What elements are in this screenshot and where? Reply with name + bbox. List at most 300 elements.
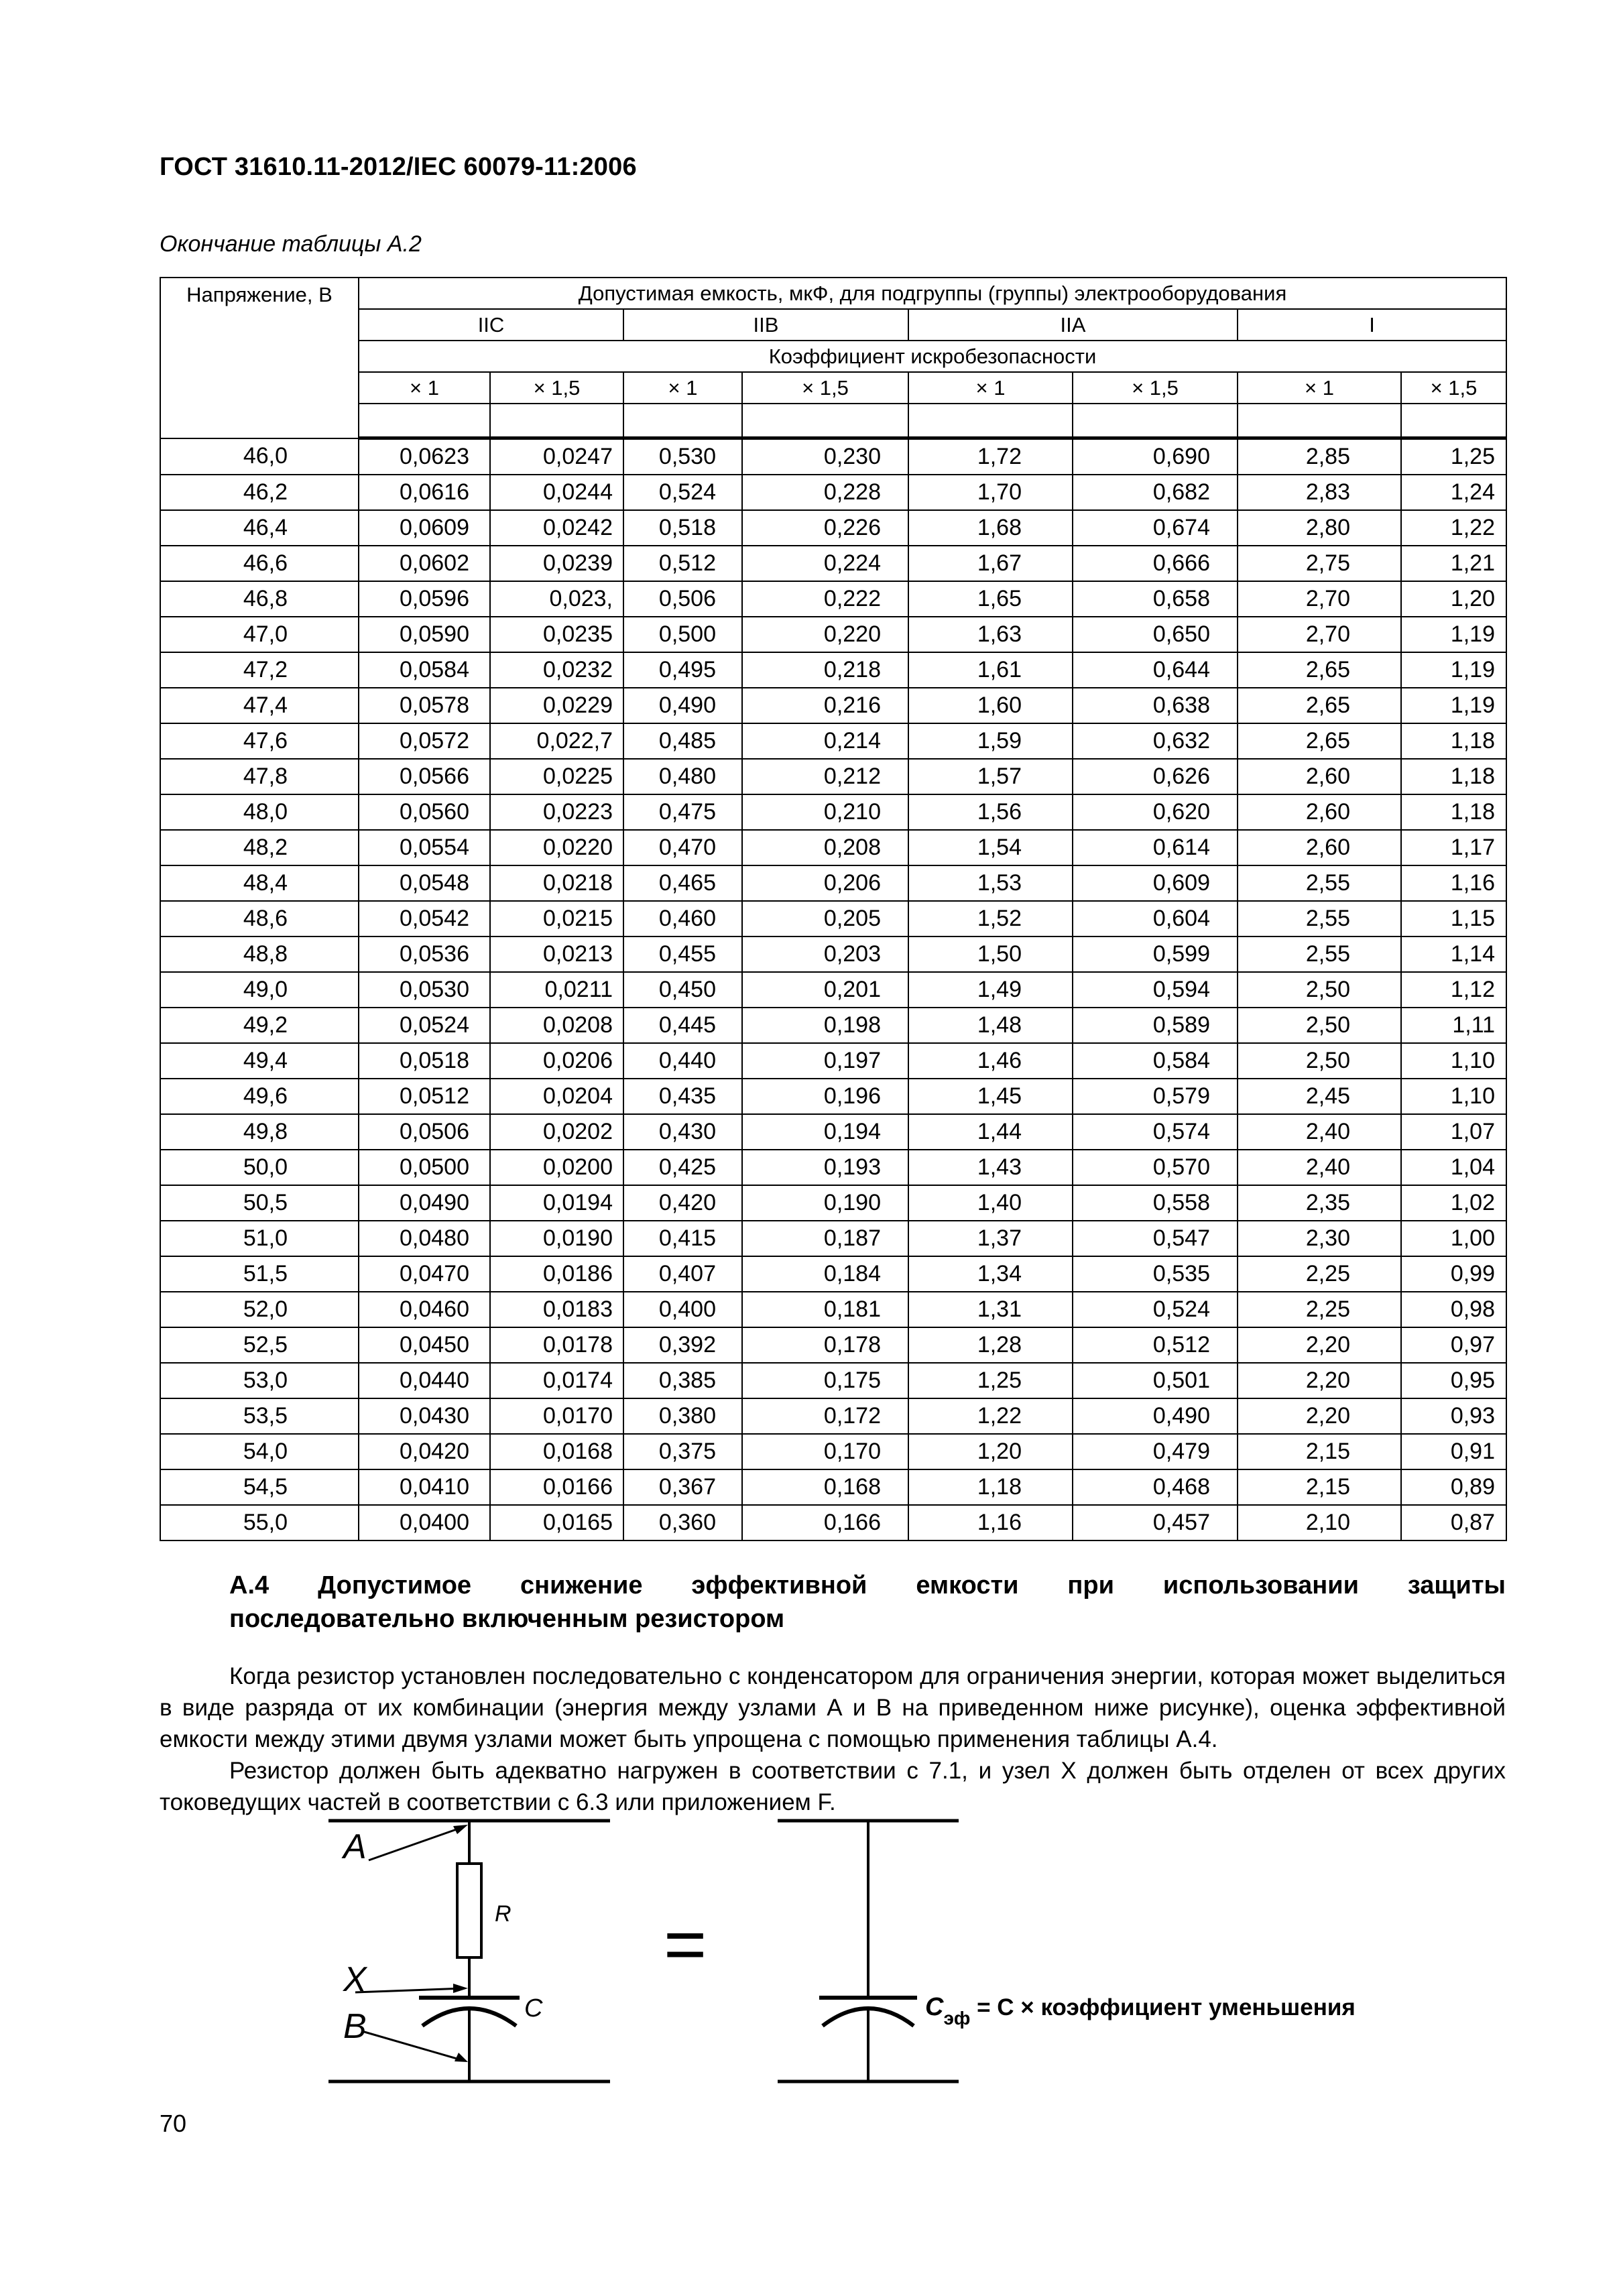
capacity-cell: 0,380 [623,1398,742,1434]
group-header: IIB [623,309,908,341]
table-row [160,1008,1506,1043]
voltage-cell: 47,6 [160,723,359,759]
table-row [160,1185,1506,1221]
capacity-cell: 0,0170 [490,1398,623,1434]
capacity-cell: 1,18 [1401,794,1506,830]
capacity-cell: 0,0202 [490,1114,623,1150]
capacity-cell: 0,658 [1073,581,1238,617]
voltage-cell: 49,2 [160,1008,359,1043]
capacity-cell: 0,485 [623,723,742,759]
capacity-cell: 0,0186 [490,1256,623,1292]
capacity-cell: 0,216 [742,688,908,723]
capacity-cell: 0,620 [1073,794,1238,830]
capacity-cell: 1,49 [908,972,1073,1008]
capacity-cell: 0,530 [623,438,742,475]
capacity-cell: 0,495 [623,652,742,688]
voltage-cell: 46,6 [160,546,359,581]
capacity-cell: 0,181 [742,1292,908,1327]
voltage-cell: 48,6 [160,901,359,936]
capacity-cell: 2,45 [1238,1079,1401,1114]
capacity-cell: 2,15 [1238,1469,1401,1505]
capacity-cell: 0,465 [623,865,742,901]
capacity-cell: 0,206 [742,865,908,901]
coefficient-header: Коэффициент искробезопасности [359,341,1506,372]
capacity-cell: 0,501 [1073,1363,1238,1398]
capacity-cell: 0,0223 [490,794,623,830]
capacity-cell: 1,31 [908,1292,1073,1327]
section-title-word: защиты [1407,1571,1506,1599]
multiplier-header: × 1 [908,372,1073,404]
circuit-figure [315,1810,1374,2092]
capacity-cell: 2,65 [1238,723,1401,759]
capacity-cell: 0,375 [623,1434,742,1469]
capacity-cell: 1,34 [908,1256,1073,1292]
paragraph-2 [160,1755,1506,1818]
section-title-word: эффективной [691,1571,867,1599]
capacity-cell: 0,425 [623,1150,742,1185]
capacity-cell: 0,490 [1073,1398,1238,1434]
multiplier-header: × 1 [359,372,490,404]
capacity-cell: 0,0200 [490,1150,623,1185]
capacity-cell: 1,19 [1401,652,1506,688]
capacity-cell: 2,55 [1238,865,1401,901]
voltage-cell: 47,8 [160,759,359,794]
capacity-cell: 0,0450 [359,1327,490,1363]
capacity-cell: 1,72 [908,438,1073,475]
capacity-cell: 0,95 [1401,1363,1506,1398]
capacity-cell: 1,10 [1401,1079,1506,1114]
voltage-cell: 52,5 [160,1327,359,1363]
section-heading-line2: последовательно включенным резистором [229,1605,785,1633]
table-row [160,1398,1506,1434]
table-row [160,1327,1506,1363]
capacity-cell: 1,04 [1401,1150,1506,1185]
voltage-cell: 55,0 [160,1505,359,1540]
capacity-cell: 0,385 [623,1363,742,1398]
capacitance-table [160,277,1507,1541]
capacity-cell: 0,674 [1073,510,1238,546]
capacity-cell: 1,19 [1401,617,1506,652]
capacity-cell: 1,02 [1401,1185,1506,1221]
capacity-cell: 0,170 [742,1434,908,1469]
capacity-cell: 0,0542 [359,901,490,936]
capacity-cell: 0,0166 [490,1469,623,1505]
capacity-cell: 1,45 [908,1079,1073,1114]
formula-rest: = C × коэффициент уменьшения [970,1994,1356,2020]
blank-header-cell [742,404,908,438]
capacity-cell: 0,0232 [490,652,623,688]
table-row [160,901,1506,936]
capacity-cell: 1,40 [908,1185,1073,1221]
multiplier-header: × 1 [623,372,742,404]
capacity-cell: 1,50 [908,936,1073,972]
capacity-cell: 0,367 [623,1469,742,1505]
section-title-word: при [1067,1571,1114,1599]
capacity-cell: 0,208 [742,830,908,865]
capacity-cell: 2,55 [1238,901,1401,936]
capacity-cell: 0,198 [742,1008,908,1043]
capacity-cell: 1,18 [908,1469,1073,1505]
capacity-cell: 0,220 [742,617,908,652]
table-row [160,723,1506,759]
capacity-cell: 1,56 [908,794,1073,830]
capacity-cell: 0,228 [742,475,908,510]
capacity-cell: 0,0208 [490,1008,623,1043]
capacity-cell: 0,512 [623,546,742,581]
capacity-cell: 0,175 [742,1363,908,1398]
capacity-cell: 0,0490 [359,1185,490,1221]
capacity-cell: 0,570 [1073,1150,1238,1185]
table-row [160,1079,1506,1114]
capacity-cell: 0,0480 [359,1221,490,1256]
voltage-cell: 48,0 [160,794,359,830]
table-row [160,475,1506,510]
capacity-cell: 0,0506 [359,1114,490,1150]
section-heading-line1 [229,1569,1506,1602]
blank-header-cell [1401,404,1506,438]
voltage-cell: 51,0 [160,1221,359,1256]
capacity-cell: 2,35 [1238,1185,1401,1221]
capacity-cell: 0,0590 [359,617,490,652]
capacity-cell: 0,178 [742,1327,908,1363]
capacity-cell: 0,579 [1073,1079,1238,1114]
blank-header-cell [1073,404,1238,438]
document-header: ГОСТ 31610.11-2012/IEC 60079-11:2006 [160,153,637,181]
capacity-cell: 1,17 [1401,830,1506,865]
table-row [160,830,1506,865]
voltage-cell: 47,0 [160,617,359,652]
capacity-cell: 0,187 [742,1221,908,1256]
capacity-cell: 2,83 [1238,475,1401,510]
table-row [160,1469,1506,1505]
capacity-cell: 1,18 [1401,723,1506,759]
capacity-cell: 1,14 [1401,936,1506,972]
capacity-cell: 0,166 [742,1505,908,1540]
section-title-word: емкости [916,1571,1019,1599]
capacity-cell: 0,470 [623,830,742,865]
capacity-cell: 0,203 [742,936,908,972]
capacity-cell: 0,201 [742,972,908,1008]
capacity-cell: 0,500 [623,617,742,652]
capacity-cell: 0,0242 [490,510,623,546]
capacity-cell: 0,89 [1401,1469,1506,1505]
formula-subscript: эф [943,2008,971,2029]
capacity-cell: 2,30 [1238,1221,1401,1256]
capacity-cell: 1,18 [1401,759,1506,794]
paragraph-2-text: Резистор должен быть адекватно нагружен в соответствии с 7.1, и узел X должен быть отделен от всех других токоведущих частей в соответствии с 6.3 или приложением F. [160,1758,1506,1815]
capacity-cell: 0,547 [1073,1221,1238,1256]
table-row [160,1114,1506,1150]
capacity-cell: 1,59 [908,723,1073,759]
table-row [160,1505,1506,1540]
voltage-cell: 49,0 [160,972,359,1008]
capacity-cell: 0,193 [742,1150,908,1185]
capacity-cell: 0,0536 [359,936,490,972]
capacity-cell: 0,626 [1073,759,1238,794]
voltage-cell: 49,4 [160,1043,359,1079]
capacity-cell: 1,44 [908,1114,1073,1150]
multiplier-header: × 1,5 [1073,372,1238,404]
capacity-cell: 0,479 [1073,1434,1238,1469]
capacity-cell: 0,0194 [490,1185,623,1221]
capacity-cell: 1,28 [908,1327,1073,1363]
capacity-cell: 0,023, [490,581,623,617]
capacity-cell: 0,475 [623,794,742,830]
capacity-cell: 0,460 [623,901,742,936]
capacity-header: Допустимая емкость, мкФ, для подгруппы (группы) электрооборудования [359,278,1506,309]
capacity-cell: 0,0190 [490,1221,623,1256]
capacity-cell: 0,0596 [359,581,490,617]
section-title-word: использовании [1162,1571,1359,1599]
capacity-cell: 0,614 [1073,830,1238,865]
capacity-cell: 2,50 [1238,972,1401,1008]
capacity-cell: 0,594 [1073,972,1238,1008]
capacity-cell: 2,75 [1238,546,1401,581]
capacity-cell: 0,190 [742,1185,908,1221]
equals-sign: = [664,1903,707,1986]
capacity-cell: 0,0244 [490,475,623,510]
capacity-cell: 0,0178 [490,1327,623,1363]
capacity-cell: 0,584 [1073,1043,1238,1079]
capacity-cell: 0,0560 [359,794,490,830]
table-row [160,1150,1506,1185]
capacity-cell: 0,0183 [490,1292,623,1327]
capacity-cell: 0,512 [1073,1327,1238,1363]
capacity-cell: 0,445 [623,1008,742,1043]
capacity-cell: 1,67 [908,546,1073,581]
capacity-cell: 0,218 [742,652,908,688]
table-row [160,972,1506,1008]
capacity-cell: 2,80 [1238,510,1401,546]
capacity-cell: 1,52 [908,901,1073,936]
capacity-cell: 0,205 [742,901,908,936]
table-row [160,1434,1506,1469]
capacity-cell: 0,450 [623,972,742,1008]
capacity-cell: 0,0609 [359,510,490,546]
capacity-cell: 0,0218 [490,865,623,901]
capacity-cell: 0,506 [623,581,742,617]
label-a: A [343,1827,367,1866]
capacity-cell: 0,360 [623,1505,742,1540]
capacity-cell: 2,65 [1238,652,1401,688]
capacity-cell: 0,0247 [490,438,623,475]
capacity-cell: 1,16 [1401,865,1506,901]
capacity-cell: 0,407 [623,1256,742,1292]
voltage-cell: 46,2 [160,475,359,510]
capacity-cell: 0,0204 [490,1079,623,1114]
capacity-cell: 1,11 [1401,1008,1506,1043]
capacity-cell: 0,0165 [490,1505,623,1540]
group-header: IIC [359,309,623,341]
voltage-cell: 48,2 [160,830,359,865]
capacity-cell: 0,98 [1401,1292,1506,1327]
capacity-cell: 1,00 [1401,1221,1506,1256]
capacity-cell: 1,70 [908,475,1073,510]
capacity-cell: 0,0215 [490,901,623,936]
voltage-cell: 51,5 [160,1256,359,1292]
capacity-cell: 2,15 [1238,1434,1401,1469]
voltage-cell: 50,5 [160,1185,359,1221]
capacity-cell: 0,0174 [490,1363,623,1398]
capacity-cell: 1,61 [908,652,1073,688]
capacity-cell: 2,70 [1238,617,1401,652]
multiplier-header: × 1 [1238,372,1401,404]
table-row [160,688,1506,723]
capacity-cell: 0,0220 [490,830,623,865]
capacity-cell: 1,21 [1401,546,1506,581]
capacity-cell: 1,22 [1401,510,1506,546]
capacity-cell: 1,20 [908,1434,1073,1469]
capacity-cell: 0,666 [1073,546,1238,581]
capacity-cell: 0,197 [742,1043,908,1079]
capacity-cell: 0,0420 [359,1434,490,1469]
capacity-cell: 1,12 [1401,972,1506,1008]
capacity-cell: 0,0530 [359,972,490,1008]
formula [925,1993,1356,2029]
capacity-cell: 0,468 [1073,1469,1238,1505]
capacity-cell: 2,40 [1238,1150,1401,1185]
voltage-cell: 54,0 [160,1434,359,1469]
voltage-cell: 54,5 [160,1469,359,1505]
capacity-cell: 2,20 [1238,1327,1401,1363]
capacity-cell: 0,0410 [359,1469,490,1505]
capacity-cell: 0,524 [1073,1292,1238,1327]
capacity-cell: 0,224 [742,546,908,581]
capacity-cell: 0,609 [1073,865,1238,901]
voltage-cell: 48,8 [160,936,359,972]
voltage-cell: 46,4 [160,510,359,546]
capacity-cell: 0,480 [623,759,742,794]
voltage-cell: 47,2 [160,652,359,688]
capacity-cell: 2,65 [1238,688,1401,723]
capacity-cell: 0,644 [1073,652,1238,688]
capacity-cell: 0,0168 [490,1434,623,1469]
table-row [160,1363,1506,1398]
capacity-cell: 2,60 [1238,794,1401,830]
capacity-cell: 1,46 [908,1043,1073,1079]
capacity-cell: 0,0584 [359,652,490,688]
blank-header-cell [623,404,742,438]
capacity-cell: 0,415 [623,1221,742,1256]
capacity-cell: 0,599 [1073,936,1238,972]
pointer-x [355,1988,464,1992]
voltage-cell: 53,5 [160,1398,359,1434]
capacity-cell: 0,535 [1073,1256,1238,1292]
capacity-cell: 1,20 [1401,581,1506,617]
capacity-cell: 2,70 [1238,581,1401,617]
table-caption: Окончание таблицы А.2 [160,231,422,257]
capacity-cell: 0,420 [623,1185,742,1221]
capacity-cell: 1,25 [908,1363,1073,1398]
capacity-cell: 0,430 [623,1114,742,1150]
capacity-cell: 0,0524 [359,1008,490,1043]
voltage-cell: 50,0 [160,1150,359,1185]
capacity-cell: 1,37 [908,1221,1073,1256]
pointer-b [362,2031,464,2061]
table-row [160,617,1506,652]
capacity-cell: 0,196 [742,1079,908,1114]
table-row [160,1043,1506,1079]
capacity-cell: 0,0400 [359,1505,490,1540]
capacity-cell: 0,210 [742,794,908,830]
capacity-cell: 1,24 [1401,475,1506,510]
capacity-cell: 0,022,7 [490,723,623,759]
capacity-cell: 1,15 [1401,901,1506,936]
capacity-cell: 0,650 [1073,617,1238,652]
capacity-cell: 0,172 [742,1398,908,1434]
capacity-cell: 2,50 [1238,1008,1401,1043]
multiplier-header: × 1,5 [742,372,908,404]
capacity-cell: 2,60 [1238,759,1401,794]
capacity-cell: 0,524 [623,475,742,510]
capacity-cell: 2,20 [1238,1363,1401,1398]
pointer-a [369,1827,464,1860]
arrowhead-b [455,2053,468,2062]
capacity-cell: 2,60 [1238,830,1401,865]
capacity-cell: 0,0578 [359,688,490,723]
capacity-cell: 0,0554 [359,830,490,865]
arrowhead-a [453,1825,468,1834]
capacity-cell: 0,230 [742,438,908,475]
capacity-cell: 0,518 [623,510,742,546]
voltage-cell: 53,0 [160,1363,359,1398]
capacity-cell: 1,65 [908,581,1073,617]
capacity-cell: 0,226 [742,510,908,546]
label-x: X [343,1960,367,1999]
table-row [160,936,1506,972]
voltage-cell: 49,8 [160,1114,359,1150]
capacity-cell: 1,68 [908,510,1073,546]
table-row [160,1292,1506,1327]
capacity-cell: 1,53 [908,865,1073,901]
table-row [160,438,1506,475]
voltage-cell: 52,0 [160,1292,359,1327]
voltage-cell: 48,4 [160,865,359,901]
blank-header-cell [490,404,623,438]
blank-header-cell [908,404,1073,438]
capacity-cell: 2,55 [1238,936,1401,972]
capacity-cell: 1,25 [1401,438,1506,475]
capacity-cell: 0,440 [623,1043,742,1079]
capacity-cell: 0,0616 [359,475,490,510]
capacity-cell: 1,07 [1401,1114,1506,1150]
table-row [160,1221,1506,1256]
capacity-cell: 0,87 [1401,1505,1506,1540]
multiplier-header: × 1,5 [490,372,623,404]
capacity-cell: 0,392 [623,1327,742,1363]
table-row [160,546,1506,581]
capacity-cell: 0,0602 [359,546,490,581]
capacity-cell: 2,20 [1238,1398,1401,1434]
capacity-cell: 0,589 [1073,1008,1238,1043]
capacity-cell: 0,682 [1073,475,1238,510]
label-c: C [524,1994,543,2022]
capacity-cell: 0,0572 [359,723,490,759]
capacity-cell: 1,22 [908,1398,1073,1434]
capacity-cell: 1,10 [1401,1043,1506,1079]
capacity-cell: 0,574 [1073,1114,1238,1150]
capacity-cell: 0,212 [742,759,908,794]
capacity-cell: 1,16 [908,1505,1073,1540]
capacity-cell: 0,457 [1073,1505,1238,1540]
capacity-cell: 0,93 [1401,1398,1506,1434]
capacity-cell: 0,0235 [490,617,623,652]
resistor [457,1864,481,1957]
capacity-cell: 0,0213 [490,936,623,972]
capacity-cell: 0,0623 [359,438,490,475]
capacity-cell: 0,638 [1073,688,1238,723]
capacity-cell: 0,690 [1073,438,1238,475]
